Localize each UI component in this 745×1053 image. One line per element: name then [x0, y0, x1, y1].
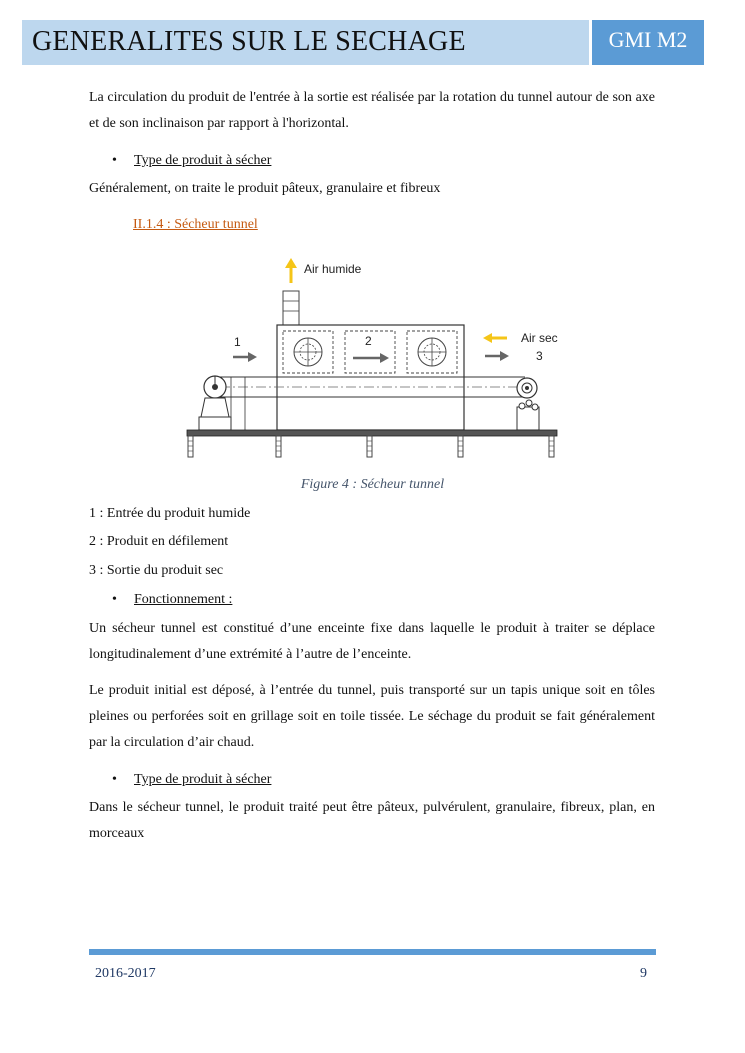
bullet-icon: • [112, 772, 117, 787]
legend-item-3: 3 : Sortie du produit sec [89, 563, 224, 578]
operation-paragraph-1: Un sécheur tunnel est constitué d’une enceinte fixe dans laquelle le produit à traiter se déplace longitudinalement d’une extrémité à l’autre de l’enceinte. [89, 621, 655, 662]
bullet-product-type-1 [112, 151, 271, 171]
legend-item-2: 2 : Produit en défilement [89, 534, 229, 549]
legend-item-1: 1 : Entrée du produit humide [89, 506, 251, 521]
bullet-operation [112, 590, 232, 610]
tunnel-dryer-figure [185, 255, 560, 465]
bullet-icon: • [112, 153, 117, 168]
left-pulley-icon [199, 376, 231, 430]
label-air-humide: Air humide [304, 262, 362, 276]
header-tag: GMI M2 [592, 20, 704, 65]
label-air-sec: Air sec [521, 331, 558, 345]
page-header-title: GENERALITES SUR LE SECHAGE [32, 26, 466, 57]
figure-caption: Figure 4 : Sécheur tunnel [300, 477, 445, 492]
bullet-label: Type de produit à sécher [134, 772, 272, 787]
exit-arrow-icon [485, 351, 509, 361]
product-type-paragraph: Dans le sécheur tunnel, le produit traité peut être pâteux, pulvérulent, granulaire, fibreux, plan, en morceaux [89, 800, 655, 841]
label-3: 3 [536, 349, 543, 363]
section-heading: II.1.4 : Sécheur tunnel [133, 217, 258, 232]
air-dry-arrow-icon [483, 333, 507, 343]
chimney-icon [283, 291, 299, 325]
footer-year: 2016-2017 [95, 966, 156, 981]
bullet-icon: • [112, 592, 117, 607]
bullet-product-type-2 [112, 770, 271, 790]
label-1: 1 [234, 335, 241, 349]
intro-paragraph: La circulation du produit de l'entrée à la sortie est réalisée par la rotation du tunnel autour de son axe et de son inclinaison par rapport à l'horizontal. [89, 90, 655, 131]
entry-arrow-icon [233, 352, 257, 362]
air-humid-arrow-icon [285, 258, 297, 283]
base-frame [187, 430, 557, 436]
page-number: 9 [640, 966, 647, 981]
label-2: 2 [365, 334, 372, 348]
bullet-label: Type de produit à sécher [134, 153, 272, 168]
bullet-label: Fonctionnement : [134, 592, 233, 607]
footer-rule [89, 949, 656, 955]
operation-paragraph-2: Le produit initial est déposé, à l’entrée du tunnel, puis transporté sur un tapis unique soit en tôles pleines ou perforées soit en grillage soit en toile tissée. Le séchage du produit se fait généralement par la circulation d’air chaud. [89, 683, 655, 750]
right-pulley-icon [517, 378, 539, 430]
generally-text: Généralement, on traite le produit pâteux, granulaire et fibreux [89, 181, 441, 196]
